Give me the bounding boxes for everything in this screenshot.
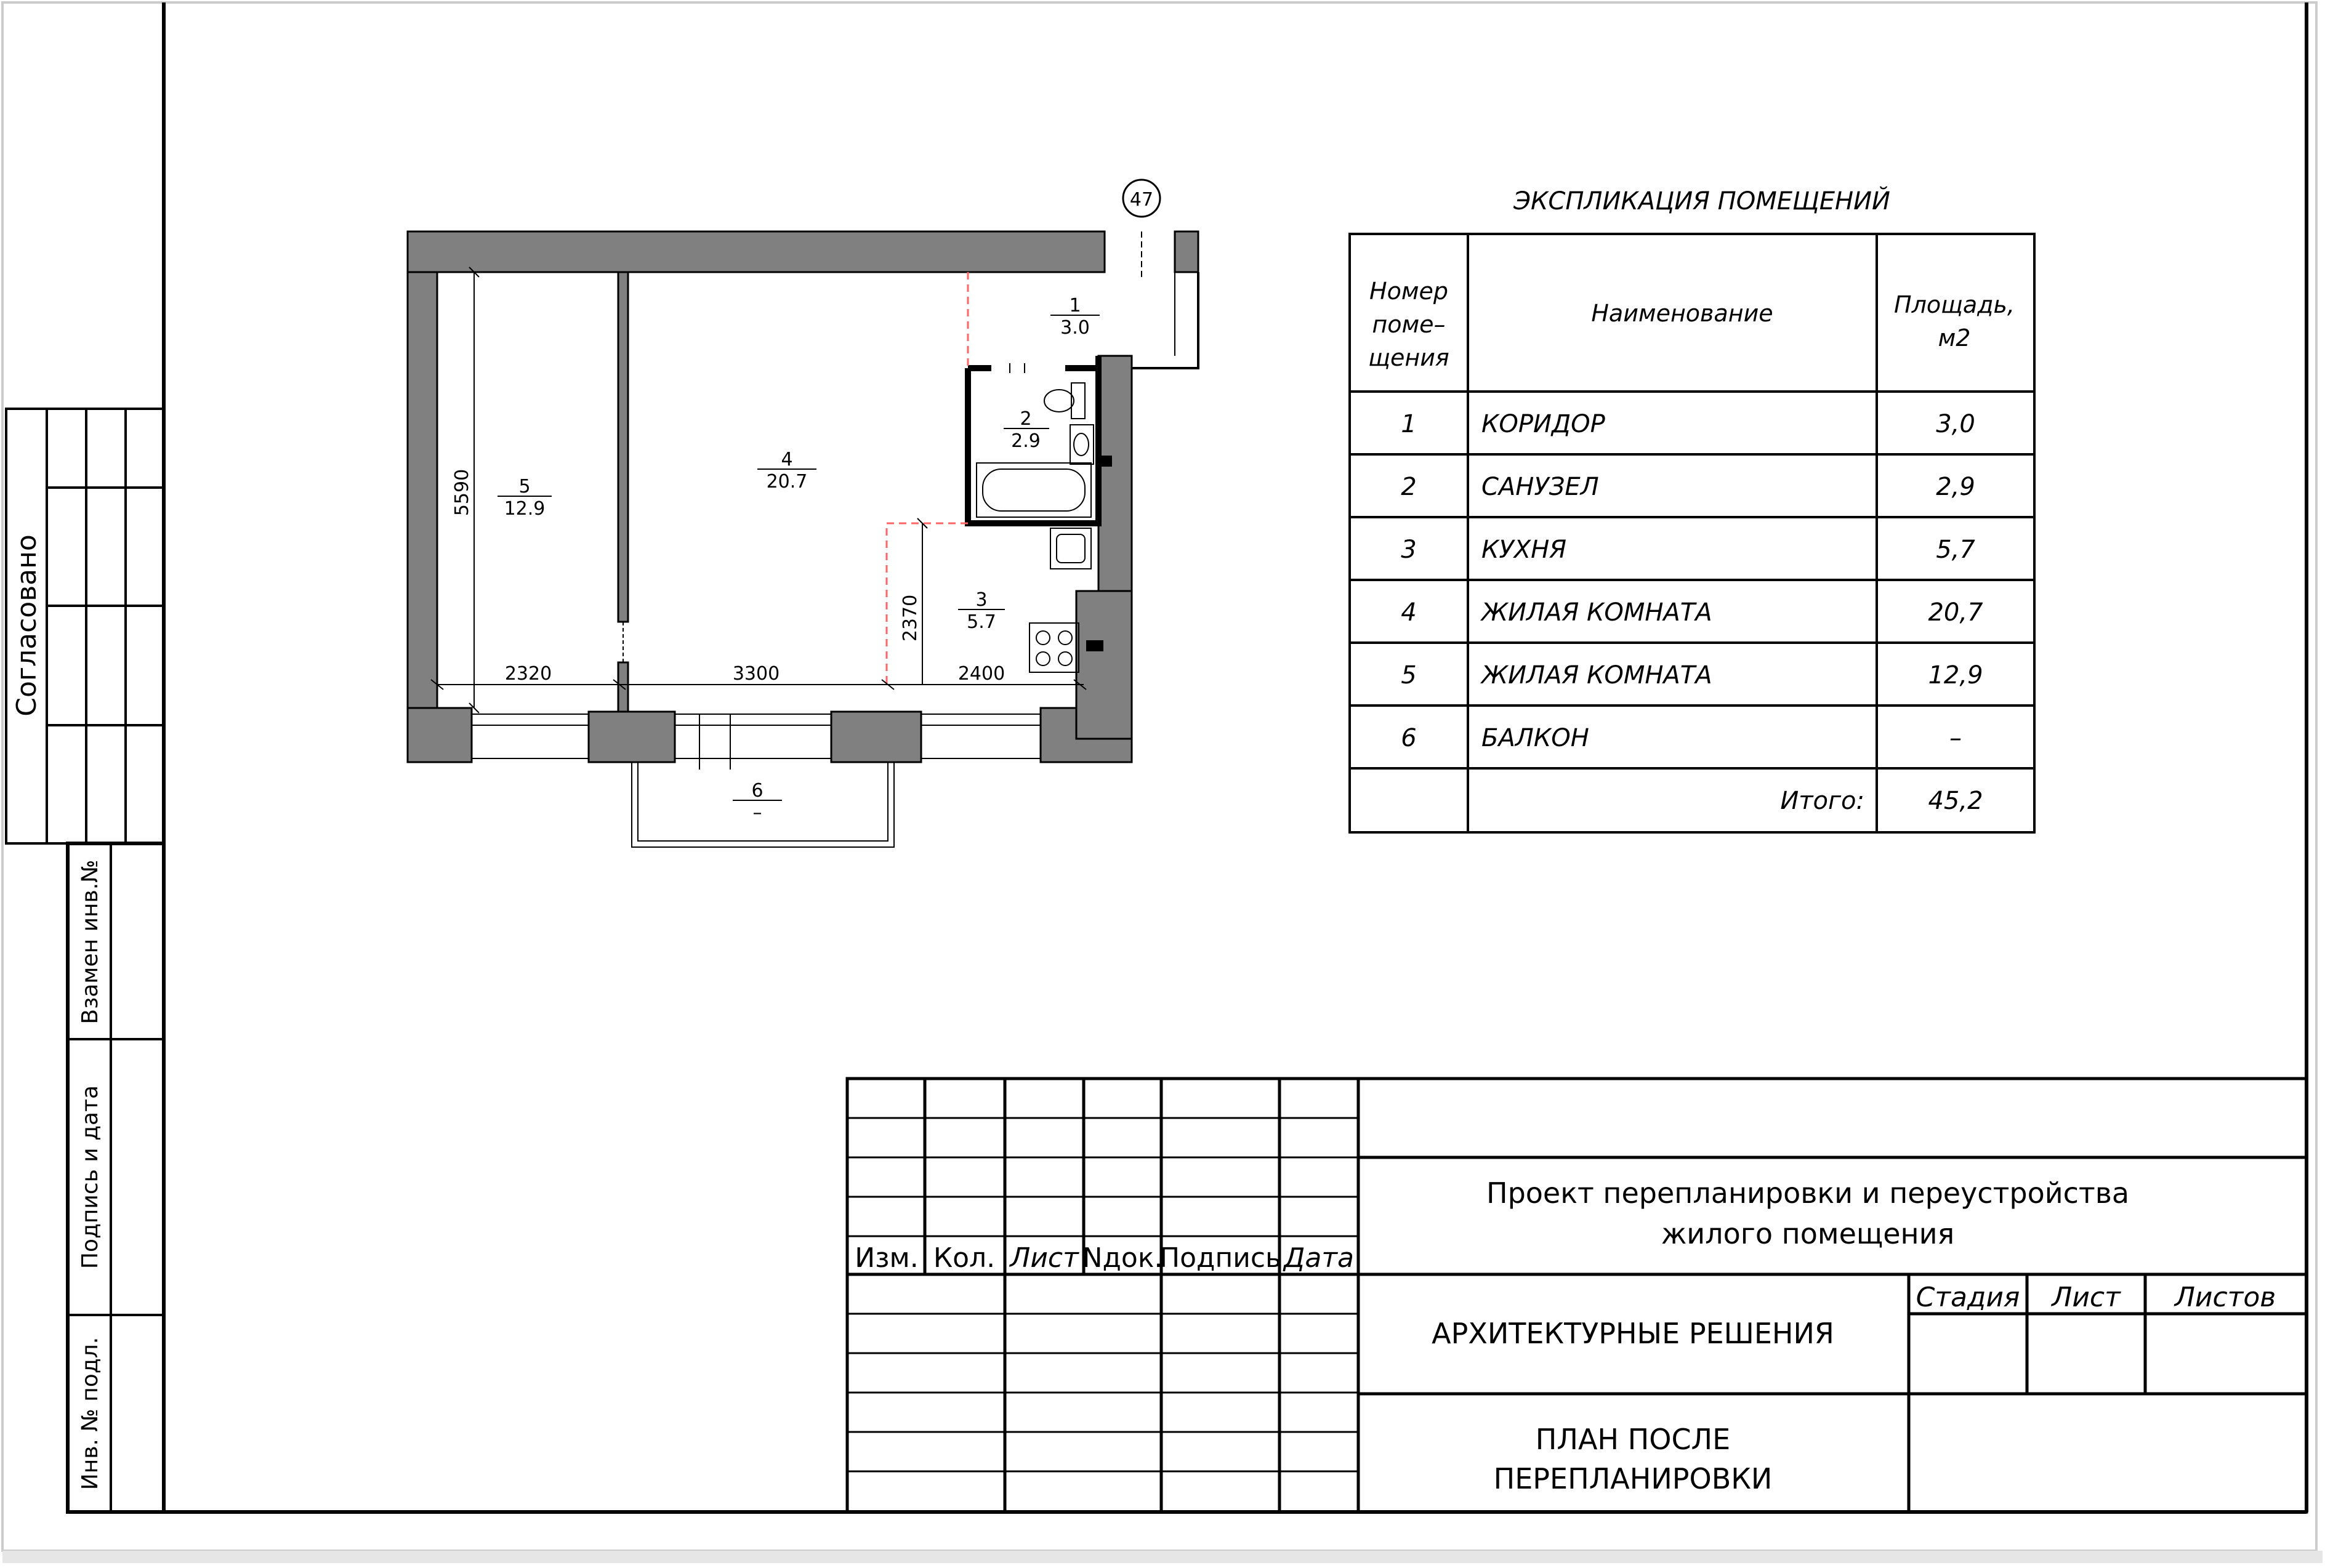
svg-text:ЖИЛАЯ КОМНАТА: ЖИЛАЯ КОМНАТА: [1481, 661, 1712, 690]
total-value: 45,2: [1928, 787, 1983, 815]
axis-marker-label: 47: [1129, 189, 1154, 211]
svg-text:6: 6: [1401, 724, 1417, 752]
svg-text:5,7: 5,7: [1936, 536, 1975, 564]
agreed-label: Согласовано: [11, 534, 42, 717]
head-num-1: Номер: [1369, 278, 1448, 305]
dim-3300: 3300: [732, 663, 780, 685]
svg-text:КУХНЯ: КУХНЯ: [1481, 536, 1567, 564]
dim-2320: 2320: [504, 663, 552, 685]
col-header-list: Лист: [1010, 1242, 1079, 1274]
svg-text:12.9: 12.9: [504, 498, 546, 520]
replace-inv-label: Взамен инв.№: [78, 859, 103, 1024]
svg-text:3: 3: [1401, 536, 1417, 564]
project-line-2: жилого помещения: [1661, 1217, 1955, 1250]
svg-text:САНУЗЕЛ: САНУЗЕЛ: [1481, 473, 1599, 501]
svg-text:3,0: 3,0: [1936, 410, 1975, 438]
svg-text:1: 1: [1401, 410, 1417, 438]
svg-text:2,9: 2,9: [1936, 473, 1975, 501]
svg-text:2: 2: [1020, 408, 1032, 430]
svg-text:20.7: 20.7: [766, 471, 808, 493]
svg-text:3.0: 3.0: [1060, 317, 1090, 339]
sign-date-label: Подпись и дата: [78, 1085, 103, 1269]
head-area-2: м2: [1938, 324, 1971, 352]
svg-text:3: 3: [975, 589, 988, 611]
dim-2370: 2370: [900, 594, 921, 642]
total-label: Итого:: [1780, 787, 1864, 815]
svg-text:–: –: [752, 802, 762, 824]
sheet-header: Лист: [2052, 1282, 2121, 1313]
svg-text:20,7: 20,7: [1928, 598, 1983, 627]
svg-text:БАЛКОН: БАЛКОН: [1481, 724, 1589, 752]
svg-text:КОРИДОР: КОРИДОР: [1481, 410, 1605, 438]
svg-text:2: 2: [1401, 473, 1417, 501]
section-title: АРХИТЕКТУРНЫЕ РЕШЕНИЯ: [1432, 1317, 1834, 1350]
col-header-kol: Кол.: [933, 1242, 996, 1274]
svg-text:4: 4: [781, 449, 793, 470]
svg-text:5: 5: [1401, 661, 1417, 690]
svg-text:12,9: 12,9: [1928, 661, 1983, 690]
svg-text:1: 1: [1069, 295, 1081, 316]
head-num-2: поме–: [1372, 311, 1446, 338]
svg-text:ЖИЛАЯ КОМНАТА: ЖИЛАЯ КОМНАТА: [1481, 598, 1712, 627]
col-header-date: Дата: [1284, 1242, 1354, 1274]
svg-text:6: 6: [751, 780, 764, 802]
svg-text:–: –: [1949, 724, 1962, 752]
svg-text:5: 5: [518, 476, 531, 497]
head-num-3: щения: [1368, 344, 1449, 371]
col-header-izm: Изм.: [855, 1242, 919, 1274]
project-line-1: Проект перепланировки и переустройства: [1486, 1176, 2130, 1210]
svg-text:4: 4: [1401, 598, 1417, 627]
dim-5590: 5590: [451, 468, 473, 517]
head-area-1: Площадь,: [1894, 291, 2015, 318]
stage-header: Стадия: [1916, 1282, 2020, 1313]
head-name: Наименование: [1591, 300, 1773, 327]
sheet-title-1: ПЛАН ПОСЛЕ: [1535, 1423, 1731, 1456]
sheet-title-2: ПЕРЕПЛАНИРОВКИ: [1493, 1462, 1773, 1495]
col-header-ndok: Nдок.: [1082, 1242, 1163, 1274]
sheets-header: Листов: [2174, 1282, 2276, 1313]
inv-orig-label: Инв. № подл.: [78, 1337, 103, 1490]
svg-text:5.7: 5.7: [967, 611, 996, 633]
dim-2400: 2400: [957, 663, 1005, 685]
explication-title: ЭКСПЛИКАЦИЯ ПОМЕЩЕНИЙ: [1513, 187, 1890, 215]
svg-text:2.9: 2.9: [1011, 430, 1041, 452]
col-header-sign: Подпись: [1159, 1242, 1281, 1274]
